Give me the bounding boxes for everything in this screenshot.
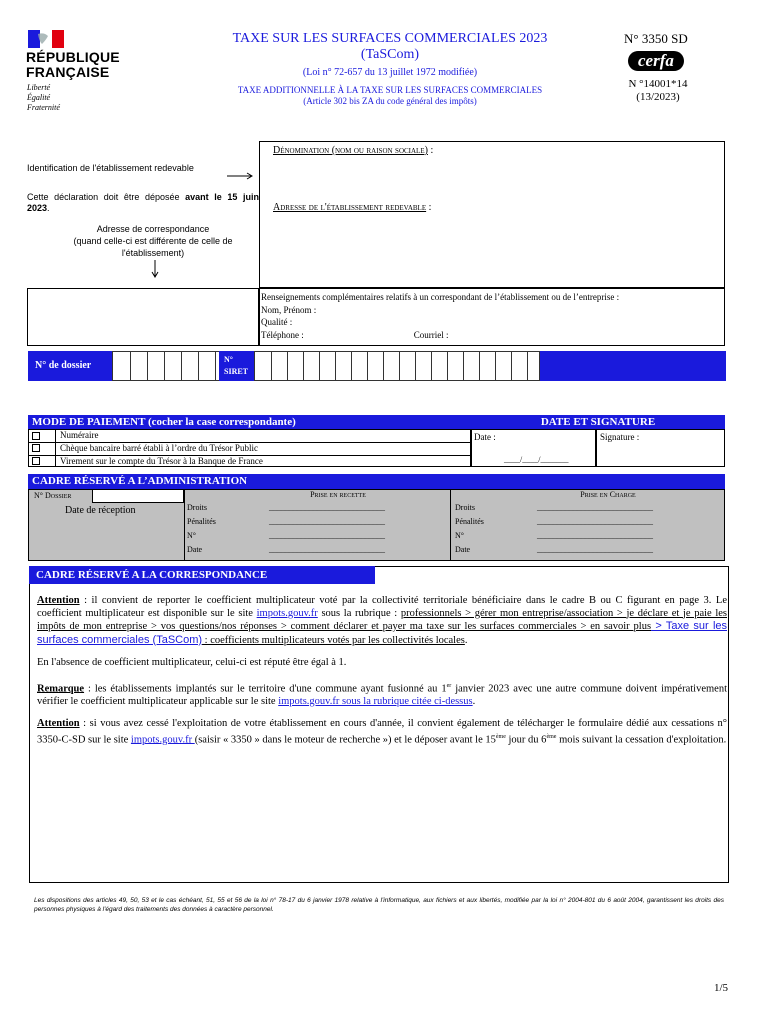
impots-rubrique-link[interactable]: impots.gouv.fr sous la rubrique citée ci-dessus [278, 695, 473, 707]
marianne-logo [28, 30, 64, 48]
arrow-down-icon [151, 260, 159, 280]
rf-name: RÉPUBLIQUE FRANÇAISE [26, 49, 120, 80]
paragraph-remarque: Remarque : les établissements implantés sur le territoire d'une commune ayant fusionné au 1er janvier 2023 avec une autre commune doivent impérativement vérifier le coefficient multiplicateur applicable sur le site impots.gouv.fr sous la rubrique citée ci-dessus. [37, 682, 727, 707]
admin-title: CADRE RÉSERVÉ A L’ADMINISTRATION [28, 474, 725, 489]
impots-link-2[interactable]: impots.gouv.fr [130, 734, 195, 745]
tascom-link[interactable]: > Taxe sur les surfaces commerciales (TaSCom) [37, 620, 728, 646]
date-blank: ____/____/_______ [504, 455, 569, 464]
payment-option-cash[interactable] [32, 429, 46, 441]
payment-option-transfer[interactable] [32, 455, 46, 467]
payment-option-cheque[interactable] [32, 442, 46, 454]
siret-label: N° SIRET [219, 351, 254, 381]
identification-label: Identification de l'établissement redevable [27, 163, 194, 173]
admin-dossier-label: N° Dossier [34, 491, 72, 500]
correspondent-info: Renseignements complémentaires relatifs à un correspondant de l’établissement ou de l’entreprise : Nom, Prénom : Qualité : Téléphone : Courriel : [261, 292, 620, 340]
form-title: TAXE SUR LES SURFACES COMMERCIALES 2023 (TaSCom) (Loi n° 72-657 du 13 juillet 1972 modifiée) TAXE ADDITIONNELLE À LA TAXE SUR LES SURFACES COMMERCIALES (Article 302 bis ZA du code général des impôts) [232, 31, 548, 106]
payment-title: MODE DE PAIEMENT (cocher la case correspondante) [28, 415, 471, 429]
dossier-label: N° de dossier [28, 351, 112, 381]
date-signature-title: DATE ET SIGNATURE [471, 415, 725, 429]
date-label: Date : [474, 432, 496, 442]
left-bottom-cell [27, 288, 259, 346]
rf-motto: Liberté Égalité Fraternité [27, 83, 60, 112]
impots-link[interactable]: impots.gouv.fr [256, 607, 318, 619]
admin-charge-blanks[interactable]: _____________________________ _____________________________ _____________________________ _____________________________ [537, 503, 653, 554]
admin-reception-label: Date de réception [65, 505, 136, 516]
correspondance-title: CADRE RÉSERVÉ A LA CORRESPONDANCE [29, 566, 375, 584]
arrow-right-icon [227, 167, 255, 175]
checkbox-icon[interactable] [32, 457, 40, 465]
payment-option-transfer-label: Virement sur le compte du Trésor à la Banque de France [60, 456, 263, 466]
payment-option-cash-label: Numéraire [60, 430, 99, 440]
dossier-row [28, 351, 726, 381]
correspondance-text [37, 595, 727, 747]
admin-charge-rows: Droits Pénalités N° Date [455, 503, 484, 554]
admin-recette-blanks[interactable]: _____________________________ _____________________________ _____________________________ _____________________________ [269, 503, 385, 554]
siret-blue-fill [540, 351, 726, 381]
signature-label: Signature : [600, 432, 640, 442]
admin-charge-title: Prise en Charge [580, 490, 636, 499]
payment-option-cheque-label: Chèque bancaire barré établi à l’ordre du Trésor Public [60, 443, 258, 453]
checkbox-icon[interactable] [32, 444, 40, 452]
deadline-note: Cette déclaration doit être déposée avant le 15 juin 2023. [27, 192, 259, 213]
admin-recette-title: Prise en recette [310, 490, 366, 499]
checkbox-icon[interactable] [32, 432, 40, 440]
address-label: Adresse de l'établissement redevable : [273, 202, 432, 213]
paragraph-default-coefficient: En l'absence de coefficient multiplicateur, celui-ci est réputé être égal à 1. [37, 657, 347, 668]
form-number: N° 3350 SD [624, 31, 688, 46]
paragraph-attention-2: Attention : si vous avez cessé l'exploitation de votre établissement en cours d'année, il convient également de télécharger le formulaire dédié aux cessations n° 3350-C-SD sur le site impots.gouv.fr (saisir « 3350 » dans le moteur de recherche ») et le déposer avant le 15ème jour du 6ème mois suivant la cessation d'exploitation. [37, 718, 727, 745]
siret-number-field[interactable] [254, 351, 540, 381]
cerfa-number: N °14001*14 (13/2023) [628, 78, 688, 103]
cerfa-logo: cerfa [628, 51, 684, 71]
denomination-label: Dénomination (nom ou raison sociale) : [273, 145, 434, 156]
denomination-box[interactable] [259, 141, 725, 288]
admin-recette-rows: Droits Pénalités N° Date [187, 503, 216, 554]
correspondence-address-label: Adresse de correspondance (quand celle-ci est différente de celle de l'établissement) [73, 224, 233, 258]
admin-dossier-field[interactable] [92, 489, 184, 503]
admin-section [28, 474, 725, 561]
identification-section [27, 141, 725, 346]
paragraph-attention-1: Attention : il convient de reporter le coefficient multiplicateur voté par la collectivité territoriale bénéficiaire dans le cadre B ou C figurant en page 3. Le coefficient multiplicateur est disponible sur le site impots.gouv.fr sous la rubrique : professionnels > gérer mon entreprise/association > je déclare et je paie les impôts de mon entreprise > vos questions/nos réponses > comment déclarer et payer ma taxe sur les surfaces commerciales > en savoir plus > Taxe sur les surfaces commerciales (TaSCom) : coefficients multiplicateurs votés par les collectivités locales. [37, 595, 728, 646]
page-number: 1/5 [714, 982, 729, 994]
legal-notice: Les dispositions des articles 49, 50, 53 et le cas échéant, 51, 55 et 56 de la loi n° 78-17 du 6 janvier 1978 relative à l'informatique, aux fichiers et aux libertés, modifiée par la loi n° 2004-801 du 6 août 2004, garantissent les droits des personnes physiques à l'égard des traitements des données à caractère personnel. [34, 897, 724, 913]
payment-section [28, 415, 725, 467]
